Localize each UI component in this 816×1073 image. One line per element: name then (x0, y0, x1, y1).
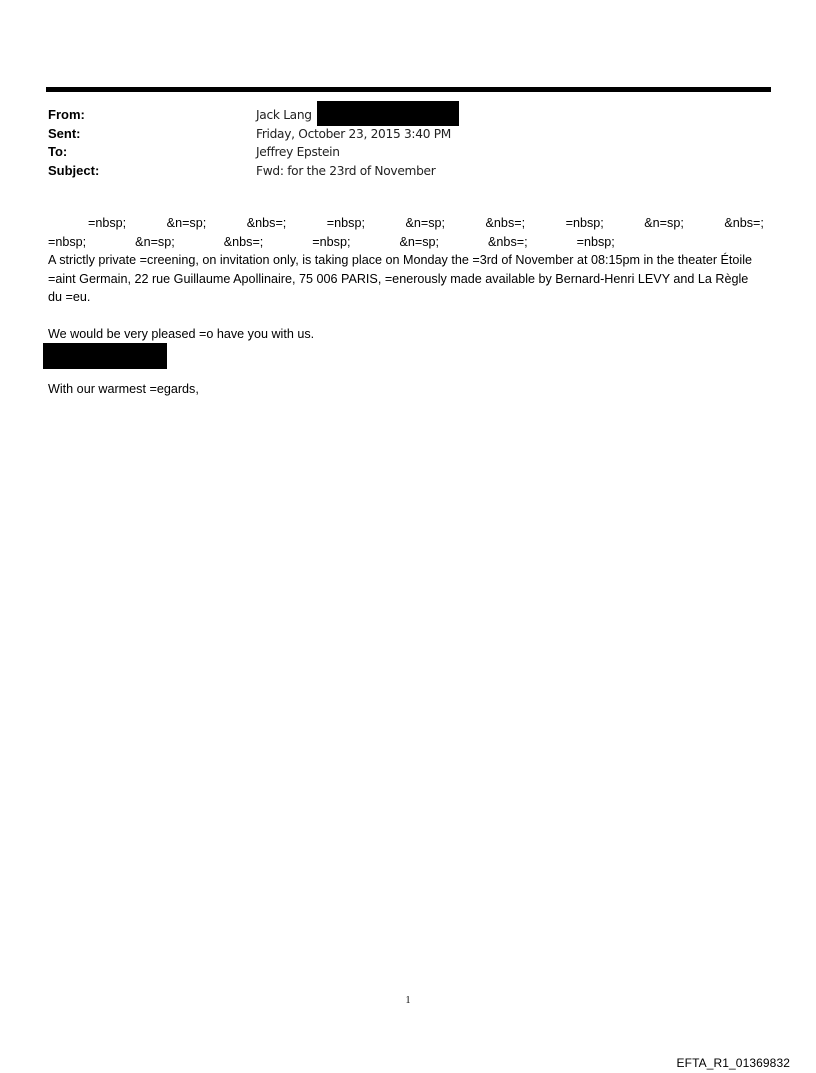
closing-line: With our warmest =egards, (48, 382, 199, 396)
encoded-token: &n=sp; (166, 216, 207, 230)
encoded-token: &n=sp; (135, 234, 175, 249)
encoded-token: &nbs=; (724, 216, 764, 230)
redaction-bar (317, 101, 459, 126)
from-label: From: (48, 107, 85, 122)
to-label: To: (48, 144, 68, 159)
encoded-token: =nbsp; (312, 234, 351, 249)
email-header (48, 106, 768, 180)
redaction-bar (43, 343, 167, 369)
from-value: Jack Lang (256, 108, 312, 122)
encoded-token: =nbsp; (565, 216, 604, 230)
sent-value: Friday, October 23, 2015 3:40 PM (256, 126, 451, 141)
encoded-spaces-line (48, 233, 764, 252)
encoded-token: &n=sp; (399, 234, 440, 249)
encoded-token: &nbs=; (485, 216, 526, 230)
encoded-token: &nbs=; (223, 234, 264, 249)
encoded-token: &n=sp; (405, 216, 446, 230)
encoded-token: &nbs=; (488, 234, 528, 249)
from-row (48, 106, 768, 125)
subject-label: Subject: (48, 162, 100, 178)
encoded-token: &n=sp; (644, 216, 684, 230)
encoded-token: =nbsp; (88, 216, 127, 230)
document-id: EFTA_R1_01369832 (676, 1056, 790, 1070)
encoded-token: =nbsp; (48, 234, 87, 249)
subject-row (48, 162, 768, 181)
to-value: Jeffrey Epstein (256, 145, 340, 159)
header-rule (46, 87, 771, 92)
sent-row (48, 125, 768, 144)
to-row (48, 143, 768, 162)
encoded-token: =nbsp; (326, 216, 365, 230)
invitation-paragraph: A strictly private =creening, on invitation only, is taking place on Monday the =3rd of November at 08:15pm in the theater Étoile =aint Germain, 22 rue Guillaume Apollinaire, 75 006 PARIS, =enerously made available by Bernard-Henri LEVY and La Règle du =eu. (48, 253, 753, 304)
pleased-paragraph: We would be very pleased =o have you with us. (48, 326, 315, 341)
sent-label: Sent: (48, 125, 81, 141)
encoded-spaces-line (48, 214, 764, 233)
encoded-token: &nbs=; (246, 216, 287, 230)
subject-value: Fwd: for the 23rd of November (256, 163, 436, 178)
encoded-token: =nbsp; (576, 234, 615, 249)
page-number: 1 (405, 995, 411, 1006)
email-body (48, 214, 764, 399)
signature-area (48, 343, 764, 369)
